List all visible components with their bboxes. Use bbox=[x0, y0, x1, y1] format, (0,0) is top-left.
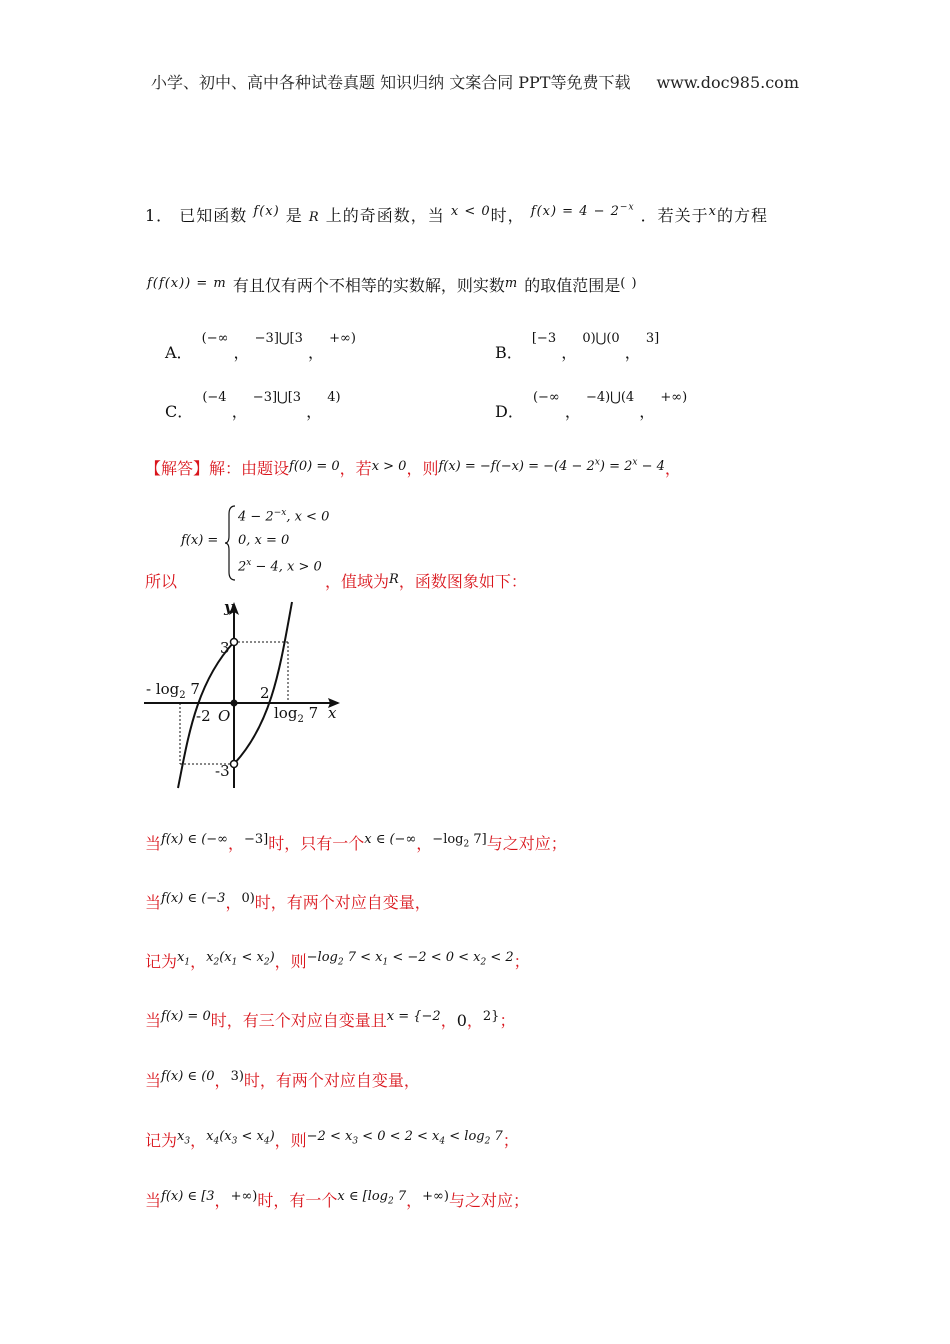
option-math: +∞) bbox=[660, 390, 688, 405]
line-text: ，则 bbox=[274, 952, 307, 971]
option-math: 3] bbox=[645, 331, 660, 346]
question-line-2 bbox=[147, 273, 638, 296]
line-math: x bbox=[177, 950, 185, 965]
line-text: ， bbox=[225, 893, 242, 912]
analysis-line-4 bbox=[145, 1008, 515, 1031]
function-graph bbox=[140, 598, 350, 794]
option-comma: ， bbox=[306, 402, 323, 421]
line-math: −log bbox=[432, 832, 464, 847]
question-text: 是 bbox=[285, 206, 303, 225]
line-text: ， bbox=[190, 952, 207, 971]
math-def bbox=[531, 204, 635, 219]
line-text: ， bbox=[466, 1011, 483, 1030]
math-sup: x bbox=[594, 457, 600, 468]
math-def-exp: −x bbox=[619, 202, 635, 213]
math-x: x bbox=[708, 204, 717, 219]
line-math: +∞) bbox=[230, 1189, 258, 1204]
line-text: 当 bbox=[145, 1191, 162, 1210]
line-math: −2 < x bbox=[306, 1129, 353, 1144]
option-math: (−∞ bbox=[532, 390, 560, 405]
math-sup: x bbox=[246, 558, 252, 568]
line-text: ； bbox=[499, 1011, 516, 1030]
line-text: ，则 bbox=[274, 1131, 307, 1150]
range-text bbox=[325, 569, 527, 592]
line-sub: 1 bbox=[231, 957, 238, 968]
analysis-line-1 bbox=[145, 831, 567, 856]
line-math: 0 bbox=[456, 1011, 467, 1030]
solution-text: ， bbox=[664, 459, 681, 478]
so-text: 所以 bbox=[145, 572, 178, 591]
line-text: 当 bbox=[145, 1011, 162, 1030]
option-math: (−∞ bbox=[201, 331, 229, 346]
analysis-line-5 bbox=[145, 1068, 420, 1091]
header-text: 小学、初中、高中各种试卷真题 知识归纳 文案合同 PPT等免费下载 bbox=[151, 73, 631, 92]
option-math: −3]⋃[3 bbox=[252, 390, 302, 405]
line-math: x ∈ (−∞ bbox=[364, 832, 417, 847]
option-math: +∞) bbox=[329, 331, 356, 346]
line-sub: 2 bbox=[263, 957, 270, 968]
option-math: −3]⋃[3 bbox=[254, 331, 303, 346]
line-text: 当 bbox=[145, 834, 162, 853]
option-comma: ， bbox=[561, 343, 578, 362]
math-eq: f(f(x)) = m bbox=[147, 276, 227, 291]
math-fx: f(x) bbox=[253, 204, 280, 219]
line-math: 2} bbox=[482, 1009, 500, 1024]
line-sub: 1 bbox=[382, 957, 389, 968]
line-sub: 3 bbox=[184, 1136, 191, 1147]
solution-lead: 【解答】解：由题设 bbox=[145, 459, 290, 478]
label-origin: O bbox=[218, 707, 231, 725]
line-text: 记为 bbox=[145, 1131, 178, 1150]
option-math: 0)⋃(0 bbox=[582, 331, 620, 346]
line-math: 0) bbox=[241, 891, 255, 906]
line-sub: 2 bbox=[387, 1196, 394, 1207]
header-site-link[interactable]: www.doc985.com bbox=[656, 73, 799, 92]
line-text: ， bbox=[190, 1131, 207, 1150]
option-letter: D． bbox=[495, 402, 524, 421]
line-text: 时，有两个对应自变量， bbox=[243, 1071, 420, 1090]
label-y: y bbox=[224, 598, 233, 616]
line-sub: 3 bbox=[231, 1136, 238, 1147]
question-number: 1． bbox=[145, 206, 174, 225]
math-f0: f(0) = 0 bbox=[289, 459, 340, 474]
question-text: 有且仅有两个不相等的实数解，则实数 bbox=[232, 276, 505, 295]
line-text: 当 bbox=[145, 893, 162, 912]
line-math: x = {−2 bbox=[386, 1009, 441, 1024]
line-math: ) bbox=[269, 950, 275, 965]
origin-point bbox=[231, 700, 238, 707]
line-math: f(x) = 0 bbox=[161, 1009, 211, 1024]
option-A[interactable] bbox=[165, 324, 356, 362]
option-math: 4) bbox=[327, 390, 341, 405]
option-comma: ， bbox=[624, 343, 641, 362]
line-text: ， bbox=[214, 1191, 231, 1210]
solution-text: ，函数图象如下： bbox=[398, 572, 527, 591]
solution-text: ，值域为 bbox=[325, 572, 390, 591]
line-math: x bbox=[206, 1129, 214, 1144]
line-text: 与之对应； bbox=[486, 834, 567, 853]
line-text: ， bbox=[227, 834, 244, 853]
line-math: < −2 < 0 < x bbox=[388, 950, 481, 965]
line-math: −3] bbox=[244, 832, 269, 847]
option-B[interactable] bbox=[495, 324, 660, 362]
line-text: 时，有三个对应自变量且 bbox=[210, 1011, 387, 1030]
line-text: ， bbox=[214, 1071, 231, 1090]
math-part: f(x) = −f(−x) = −(4 − 2 bbox=[438, 459, 595, 474]
line-math: f(x) ∈ (0 bbox=[161, 1069, 215, 1084]
line-math: 7 bbox=[393, 1189, 407, 1204]
label-x: x bbox=[328, 704, 337, 722]
label-3: 3 bbox=[220, 639, 230, 657]
line-text: ， bbox=[440, 1011, 457, 1030]
solution-text: ，则 bbox=[406, 459, 439, 478]
math-part: ) = 2 bbox=[599, 459, 633, 474]
math-part: − 4 bbox=[637, 459, 665, 474]
line-math: x bbox=[177, 1129, 185, 1144]
option-math: (−4 bbox=[202, 390, 227, 405]
line-text: ； bbox=[502, 1131, 519, 1150]
line-math: < x bbox=[237, 1129, 264, 1144]
line-math: ) bbox=[269, 1129, 275, 1144]
option-comma: ， bbox=[233, 343, 250, 362]
line-text: ， bbox=[416, 834, 433, 853]
math-R: R bbox=[308, 210, 320, 225]
question-text: 上的奇函数，当 bbox=[325, 206, 445, 225]
option-C[interactable] bbox=[165, 383, 341, 421]
line-text: 与之对应； bbox=[448, 1191, 529, 1210]
math-part: − 4, x > 0 bbox=[251, 559, 322, 575]
piecewise-brace bbox=[224, 504, 238, 582]
open-point-3 bbox=[231, 639, 238, 646]
option-comma: ， bbox=[564, 402, 581, 421]
label-part: 7 bbox=[185, 680, 200, 698]
label-neg-log7 bbox=[146, 680, 200, 701]
line-sub: 2 bbox=[484, 1136, 491, 1147]
page-header bbox=[0, 70, 950, 93]
line-sub: 1 bbox=[184, 957, 191, 968]
option-letter: B． bbox=[495, 343, 523, 362]
label-part: 7 bbox=[303, 704, 319, 722]
label-2: 2 bbox=[260, 684, 270, 702]
question-text: 的取值范围是 bbox=[524, 276, 621, 295]
option-letter: C． bbox=[165, 402, 194, 421]
line-math: < 2 bbox=[486, 950, 514, 965]
math-part: 2 bbox=[238, 559, 247, 575]
line-sub: 2 bbox=[463, 839, 470, 850]
label-part: log bbox=[274, 704, 298, 722]
line-math: 3) bbox=[230, 1069, 244, 1084]
line-math: (x bbox=[219, 950, 232, 965]
line-math: 7] bbox=[469, 832, 487, 847]
option-math: [−3 bbox=[531, 331, 557, 346]
line-text: 时，只有一个 bbox=[268, 834, 365, 853]
line-text: 时，有一个 bbox=[257, 1191, 338, 1210]
line-sub: 3 bbox=[352, 1136, 359, 1147]
math-part: , x < 0 bbox=[286, 509, 330, 525]
option-comma: ， bbox=[639, 402, 656, 421]
line-text: ； bbox=[513, 952, 530, 971]
line-math: f(x) ∈ [3 bbox=[161, 1189, 215, 1204]
line-math: 7 bbox=[490, 1129, 503, 1144]
option-comma: ， bbox=[231, 402, 248, 421]
question-text: 已知函数 bbox=[179, 206, 248, 225]
line-sub: 4 bbox=[213, 1136, 220, 1147]
analysis-line-6 bbox=[145, 1128, 519, 1153]
line-math: f(x) ∈ (−∞ bbox=[161, 832, 228, 847]
question-text: 时， bbox=[490, 206, 525, 225]
line-sub: 2 bbox=[213, 957, 220, 968]
line-math: x ∈ [log bbox=[337, 1189, 388, 1204]
option-math: −4)⋃(4 bbox=[585, 390, 635, 405]
line-math: 7 < x bbox=[343, 950, 383, 965]
analysis-line-3 bbox=[145, 949, 530, 974]
math-xpos: x > 0 bbox=[371, 459, 407, 474]
math-expr bbox=[438, 459, 664, 474]
math-cond: x < 0 bbox=[450, 204, 491, 219]
line-math: (x bbox=[219, 1129, 232, 1144]
math-m: m bbox=[504, 276, 519, 291]
line-sub: 2 bbox=[337, 957, 344, 968]
line-sub: 4 bbox=[263, 1136, 270, 1147]
label-sub: 2 bbox=[179, 690, 186, 701]
option-D[interactable] bbox=[495, 383, 688, 421]
math-def-base: f(x) = 4 − 2 bbox=[530, 204, 620, 219]
line-sub: 2 bbox=[480, 957, 487, 968]
line-text: ， bbox=[406, 1191, 423, 1210]
label-part: - log bbox=[146, 680, 180, 698]
piecewise-case-2: 0, x = 0 bbox=[238, 533, 290, 548]
solution-line bbox=[145, 456, 681, 479]
line-math: −log bbox=[306, 950, 338, 965]
option-comma: ， bbox=[308, 343, 325, 362]
line-math: f(x) ∈ (−3 bbox=[161, 891, 226, 906]
piecewise-case-1 bbox=[238, 508, 329, 524]
label-log7 bbox=[274, 704, 318, 725]
question-line-1 bbox=[145, 203, 768, 226]
label-neg3: -3 bbox=[215, 762, 230, 780]
analysis-line-2 bbox=[145, 890, 431, 913]
piecewise-lhs: f(x) = bbox=[181, 533, 219, 548]
answer-paren: ( ) bbox=[620, 276, 638, 291]
question-text: 的方程 bbox=[717, 206, 769, 225]
line-sub: 4 bbox=[439, 1136, 446, 1147]
line-text: 当 bbox=[145, 1071, 162, 1090]
line-text: 记为 bbox=[145, 952, 178, 971]
line-math: +∞) bbox=[422, 1189, 449, 1204]
piecewise-case-3 bbox=[238, 558, 322, 574]
question-text: ．若关于 bbox=[640, 206, 709, 225]
label-sub: 2 bbox=[297, 714, 304, 725]
line-text: 时，有两个对应自变量， bbox=[254, 893, 431, 912]
math-sup: −x bbox=[273, 508, 287, 518]
label-neg2: -2 bbox=[196, 707, 211, 725]
open-point-neg3 bbox=[231, 761, 238, 768]
line-math: < log bbox=[445, 1129, 485, 1144]
math-sup: x bbox=[632, 457, 638, 468]
line-math: < x bbox=[237, 950, 264, 965]
line-math: < 0 < 2 < x bbox=[358, 1129, 440, 1144]
line-math: x bbox=[206, 950, 214, 965]
math-part: 4 − 2 bbox=[238, 509, 274, 525]
option-letter: A． bbox=[165, 343, 193, 362]
curve-right bbox=[234, 602, 292, 764]
solution-text: ，若 bbox=[339, 459, 372, 478]
analysis-line-7 bbox=[145, 1188, 529, 1213]
math-R: R bbox=[389, 572, 399, 587]
